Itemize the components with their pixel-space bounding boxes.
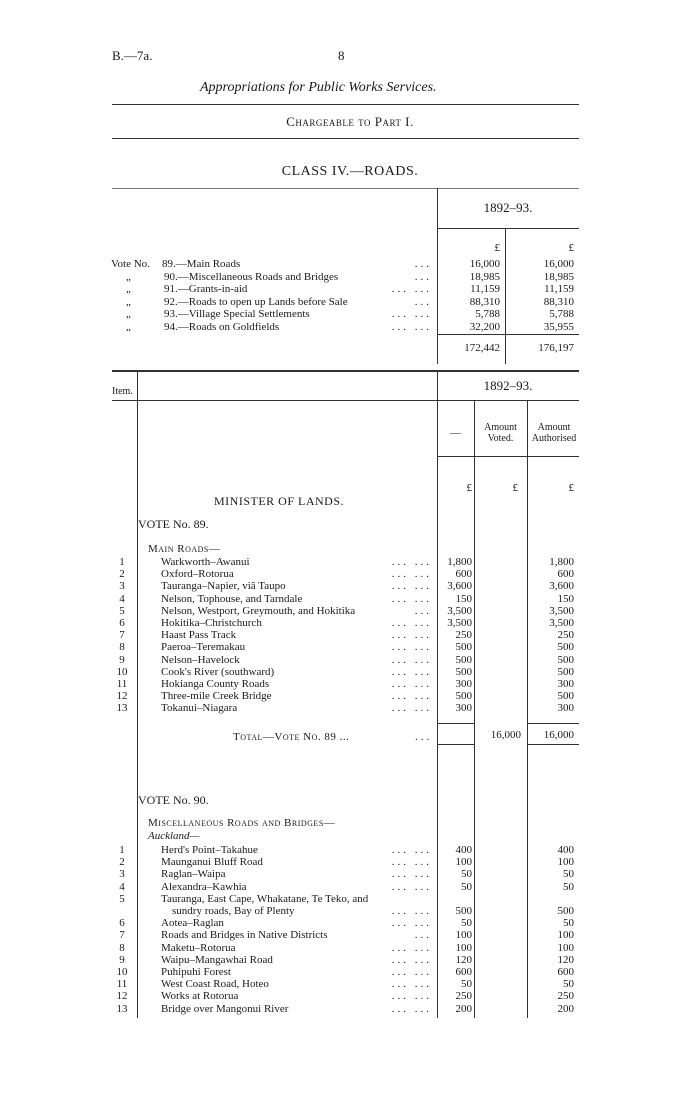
col1-label: — <box>450 427 461 439</box>
vote-label: 91.—Grants-in-aid <box>164 283 248 296</box>
amount-col1: 3,500 <box>447 617 472 629</box>
summary-amount-1: 32,200 <box>469 321 500 333</box>
item-number: 3 <box>119 580 125 593</box>
summary-amount-1: 5,788 <box>475 308 500 321</box>
amount-col1: 300 <box>455 678 472 690</box>
table-row <box>0 868 700 880</box>
leader-dots: ... ... <box>391 917 432 930</box>
item-number: 5 <box>119 892 125 905</box>
amount-col1: 600 <box>455 966 472 978</box>
table-row <box>0 881 700 893</box>
currency-col2: £ <box>512 482 518 494</box>
item-label: Warkworth–Awanui <box>161 556 250 568</box>
item-label: Herd's Point–Takahue <box>161 844 258 856</box>
divider <box>112 138 579 139</box>
item-number: 13 <box>116 1002 128 1015</box>
amount-authorised: 50 <box>563 880 574 893</box>
summary-row <box>0 258 700 270</box>
table-row <box>0 605 700 617</box>
leader-dots: ... <box>414 270 432 283</box>
table-row <box>0 629 700 641</box>
detail-year: 1892–93. <box>483 378 533 393</box>
region-label: Auckland— <box>148 830 200 842</box>
divider <box>112 400 579 401</box>
item-label: Paeroa–Teremakau <box>161 641 246 654</box>
item-number: 11 <box>116 678 128 690</box>
table-row <box>0 905 700 917</box>
vote-90-heading: VOTE No. 90. <box>138 793 209 807</box>
summary-amount-2: 18,985 <box>543 270 574 283</box>
table-row <box>0 1003 700 1015</box>
amount-col1: 500 <box>455 653 472 666</box>
item-number: 7 <box>119 629 125 642</box>
table-row <box>0 929 700 941</box>
summary-amount-2: 35,955 <box>543 321 574 333</box>
chargeable-heading: Chargeable to Part I. <box>286 114 414 129</box>
amount-col1: 50 <box>461 917 472 930</box>
amount-col1: 400 <box>455 844 472 856</box>
amount-authorised: 600 <box>557 966 574 978</box>
item-label: Waipu–Mangawhai Road <box>161 953 273 966</box>
amount-authorised: 100 <box>557 856 574 869</box>
leader-dots: ... ... <box>391 308 432 321</box>
leader-dots: ... <box>414 929 432 942</box>
amount-authorised: 1,800 <box>549 556 574 568</box>
amount-authorised: 3,600 <box>549 580 574 593</box>
vote-label: 89.—Main Roads <box>162 258 241 270</box>
amount-col1: 120 <box>455 953 472 966</box>
leader-dots: ... ... <box>391 629 432 642</box>
vote-90-subheading: Miscellaneous Roads and Bridges— <box>148 817 336 829</box>
vote-prefix: „ <box>126 295 131 308</box>
item-label: Tokanui–Niagara <box>161 702 238 715</box>
amount-authorised: 500 <box>557 665 574 678</box>
amount-authorised: 150 <box>557 592 574 605</box>
vote-89-heading: VOTE No. 89. <box>138 517 209 531</box>
leader-dots: ... ... <box>391 941 432 954</box>
table-row <box>0 990 700 1002</box>
leader-dots: ... ... <box>391 953 432 966</box>
leader-dots: ... ... <box>391 880 432 893</box>
leader-dots: ... ... <box>391 592 432 605</box>
item-label: West Coast Road, Hoteo <box>161 978 269 991</box>
item-number: 1 <box>119 844 125 856</box>
divider <box>437 334 579 335</box>
item-number: 10 <box>116 665 128 678</box>
table-row <box>0 690 700 702</box>
leader-dots: ... ... <box>391 868 432 881</box>
vote-89-subheading: Main Roads— <box>148 543 221 555</box>
leader-dots: ... ... <box>391 678 432 690</box>
amount-col1: 500 <box>455 690 472 703</box>
table-row <box>0 654 700 666</box>
item-number: 3 <box>119 868 125 881</box>
currency-col3: £ <box>568 482 574 494</box>
table-row <box>0 666 700 678</box>
amount-col1: 100 <box>455 941 472 954</box>
item-label: Maunganui Bluff Road <box>161 856 263 869</box>
divider <box>437 723 474 724</box>
summary-amount-1: 11,159 <box>470 283 500 296</box>
currency-col1: £ <box>466 482 472 494</box>
item-number: 13 <box>116 702 128 715</box>
table-row <box>0 617 700 629</box>
leader-dots: ... ... <box>391 905 432 917</box>
table-row <box>0 893 700 905</box>
item-label: Haast Pass Track <box>161 629 237 642</box>
leader-dots: ... ... <box>391 702 432 715</box>
amount-authorised: 200 <box>557 1002 574 1015</box>
summary-amount-1: 18,985 <box>469 270 500 283</box>
vote-89-total-label: Total—Vote No. 89 ... <box>233 731 350 743</box>
amount-authorised: 500 <box>557 653 574 666</box>
table-row <box>0 702 700 714</box>
divider <box>437 744 474 745</box>
summary-row <box>0 271 700 283</box>
item-label: Bridge over Mangonui River <box>161 1002 289 1015</box>
item-label: Nelson, Westport, Greymouth, and Hokitika <box>161 604 356 617</box>
vote-89-total-dots: ... <box>415 731 433 743</box>
amount-col1: 500 <box>455 641 472 654</box>
leader-dots: ... ... <box>391 978 432 991</box>
item-number: 5 <box>119 604 125 617</box>
item-number: 6 <box>119 917 125 930</box>
amount-authorised: 300 <box>557 678 574 690</box>
amount-authorised: 300 <box>557 702 574 715</box>
amount-col1: 300 <box>455 702 472 715</box>
leader-dots: ... ... <box>391 990 432 1003</box>
leader-dots: ... ... <box>391 966 432 978</box>
amount-authorised: 500 <box>557 690 574 703</box>
item-number: 12 <box>116 690 128 703</box>
amount-col1: 200 <box>455 1002 472 1015</box>
summary-amount-1: 16,000 <box>469 258 500 270</box>
item-number: 7 <box>119 929 125 942</box>
page-number: 8 <box>338 48 345 63</box>
table-row <box>0 917 700 929</box>
amount-authorised: 3,500 <box>549 604 574 617</box>
amount-authorised: 50 <box>563 917 574 930</box>
item-number: 8 <box>119 641 125 654</box>
item-label: sundry roads, Bay of Plenty <box>172 905 295 917</box>
summary-total-1: 172,442 <box>464 342 500 354</box>
amount-authorised: 50 <box>563 868 574 881</box>
amount-col1: 3,500 <box>447 604 472 617</box>
divider <box>527 723 579 724</box>
leader-dots: ... ... <box>391 283 432 296</box>
divider <box>112 370 579 372</box>
amount-authorised: 500 <box>557 641 574 654</box>
leader-dots: ... ... <box>391 568 432 581</box>
amount-col1: 250 <box>455 629 472 642</box>
item-label: Three-mile Creek Bridge <box>161 690 272 703</box>
table-row <box>0 580 700 592</box>
leader-dots: ... ... <box>391 1002 432 1015</box>
amount-col1: 100 <box>455 929 472 942</box>
summary-year: 1892–93. <box>483 200 533 215</box>
summary-amount-1: 88,310 <box>469 295 500 308</box>
item-number: 10 <box>116 966 128 978</box>
page-reference: B.—7a. <box>112 48 153 63</box>
vote-89-total-voted: 16,000 <box>490 729 521 741</box>
vote-89-total-authorised: 16,000 <box>543 729 574 741</box>
vote-prefix: „ <box>126 283 131 296</box>
table-row <box>0 966 700 978</box>
table-row <box>0 954 700 966</box>
divider <box>112 104 579 105</box>
summary-row <box>0 308 700 320</box>
item-number: 9 <box>119 653 125 666</box>
table-row <box>0 641 700 653</box>
leader-dots: ... ... <box>391 580 432 593</box>
summary-amount-2: 5,788 <box>549 308 574 321</box>
item-number: 4 <box>119 880 125 893</box>
leader-dots: ... ... <box>391 690 432 703</box>
amount-authorised: 100 <box>557 929 574 942</box>
amount-voted-label: Amount Voted. <box>484 422 517 444</box>
vote-prefix: „ <box>126 308 131 321</box>
item-label: Nelson–Havelock <box>161 653 240 666</box>
item-label: Cook's River (southward) <box>161 665 275 678</box>
summary-amount-2: 16,000 <box>543 258 574 270</box>
amount-authorised: 400 <box>557 844 574 856</box>
item-number: 4 <box>119 592 125 605</box>
amount-col1: 100 <box>455 856 472 869</box>
table-row <box>0 942 700 954</box>
table-row <box>0 678 700 690</box>
summary-amount-2: 88,310 <box>543 295 574 308</box>
leader-dots: ... <box>414 604 432 617</box>
item-number: 12 <box>116 990 128 1003</box>
table-row <box>0 856 700 868</box>
summary-currency-2: £ <box>568 242 574 254</box>
vote-label: 90.—Miscellaneous Roads and Bridges <box>164 270 339 283</box>
vote-prefix: „ <box>126 321 131 333</box>
item-number: 1 <box>119 556 125 568</box>
leader-dots: ... ... <box>391 321 432 333</box>
amount-col1: 50 <box>461 880 472 893</box>
item-number: 8 <box>119 941 125 954</box>
summary-amount-2: 11,159 <box>544 283 574 296</box>
item-column-label: Item. <box>112 386 133 397</box>
item-label: Hokianga County Roads <box>161 678 270 690</box>
item-label: Tauranga–Napier, viâ Taupo <box>161 580 286 593</box>
vote-label: 92.—Roads to open up Lands before Sale <box>164 295 348 308</box>
leader-dots: ... ... <box>391 856 432 869</box>
item-number: 9 <box>119 953 125 966</box>
class-title: CLASS IV.—ROADS. <box>281 164 419 179</box>
leader-dots: ... ... <box>391 653 432 666</box>
item-label: Works at Rotorua <box>161 990 239 1003</box>
leader-dots: ... <box>414 258 432 270</box>
item-label: Maketu–Rotorua <box>161 941 236 954</box>
amount-col1: 3,600 <box>447 580 472 593</box>
amount-authorised: 120 <box>557 953 574 966</box>
summary-row <box>0 321 700 333</box>
item-label: Puhipuhi Forest <box>161 966 231 978</box>
summary-currency-1: £ <box>494 242 500 254</box>
item-label: Hokitika–Christchurch <box>161 617 262 629</box>
item-label: Raglan–Waipa <box>161 868 226 881</box>
leader-dots: ... ... <box>391 844 432 856</box>
summary-row <box>0 283 700 295</box>
item-label: Aotea–Raglan <box>161 917 224 930</box>
minister-heading: MINISTER OF LANDS. <box>214 494 345 508</box>
table-row <box>0 978 700 990</box>
vote-label: 94.—Roads on Goldfields <box>164 321 280 333</box>
divider <box>437 228 579 229</box>
item-label: Tauranga, East Cape, Whakatane, Te Teko, and <box>161 892 369 905</box>
item-number: 2 <box>119 856 125 869</box>
leader-dots: ... ... <box>391 617 432 629</box>
amount-col1: 600 <box>455 568 472 581</box>
amount-authorised: 500 <box>557 905 574 917</box>
leader-dots: ... ... <box>391 665 432 678</box>
amount-authorised: 100 <box>557 941 574 954</box>
amount-col1: 250 <box>455 990 472 1003</box>
amount-authorised: 600 <box>557 568 574 581</box>
amount-col1: 50 <box>461 978 472 991</box>
item-number: 11 <box>116 978 128 991</box>
amount-col1: 50 <box>461 868 472 881</box>
amount-col1: 500 <box>455 905 472 917</box>
table-row <box>0 593 700 605</box>
vote-label: 93.—Village Special Settlements <box>164 308 310 321</box>
item-number: 6 <box>119 617 125 629</box>
divider <box>437 456 579 457</box>
amount-authorised: 250 <box>557 629 574 642</box>
page-title: Appropriations for Public Works Services. <box>200 80 437 95</box>
item-number: 2 <box>119 568 125 581</box>
item-label: Nelson, Tophouse, and Tarndale <box>161 592 303 605</box>
amount-authorised: 50 <box>563 978 574 991</box>
leader-dots: ... ... <box>391 556 432 568</box>
amount-authorised: 3,500 <box>549 617 574 629</box>
table-row <box>0 844 700 856</box>
leader-dots: ... ... <box>391 641 432 654</box>
amount-authorised: 250 <box>557 990 574 1003</box>
table-row <box>0 556 700 568</box>
item-label: Roads and Bridges in Native Districts <box>161 929 328 942</box>
leader-dots: ... <box>414 295 432 308</box>
vote-prefix: „ <box>126 270 131 283</box>
item-label: Oxford–Rotorua <box>161 568 234 581</box>
item-label: Alexandra–Kawhia <box>161 880 247 893</box>
summary-row <box>0 296 700 308</box>
summary-total-2: 176,197 <box>538 342 574 354</box>
amount-col1: 1,800 <box>447 556 472 568</box>
amount-col1: 500 <box>455 665 472 678</box>
divider <box>527 744 579 745</box>
divider <box>112 188 579 189</box>
amount-col1: 150 <box>455 592 472 605</box>
amount-authorised-label: Amount Authorised <box>531 422 577 444</box>
table-row <box>0 568 700 580</box>
vote-prefix: Vote No. <box>111 258 150 270</box>
